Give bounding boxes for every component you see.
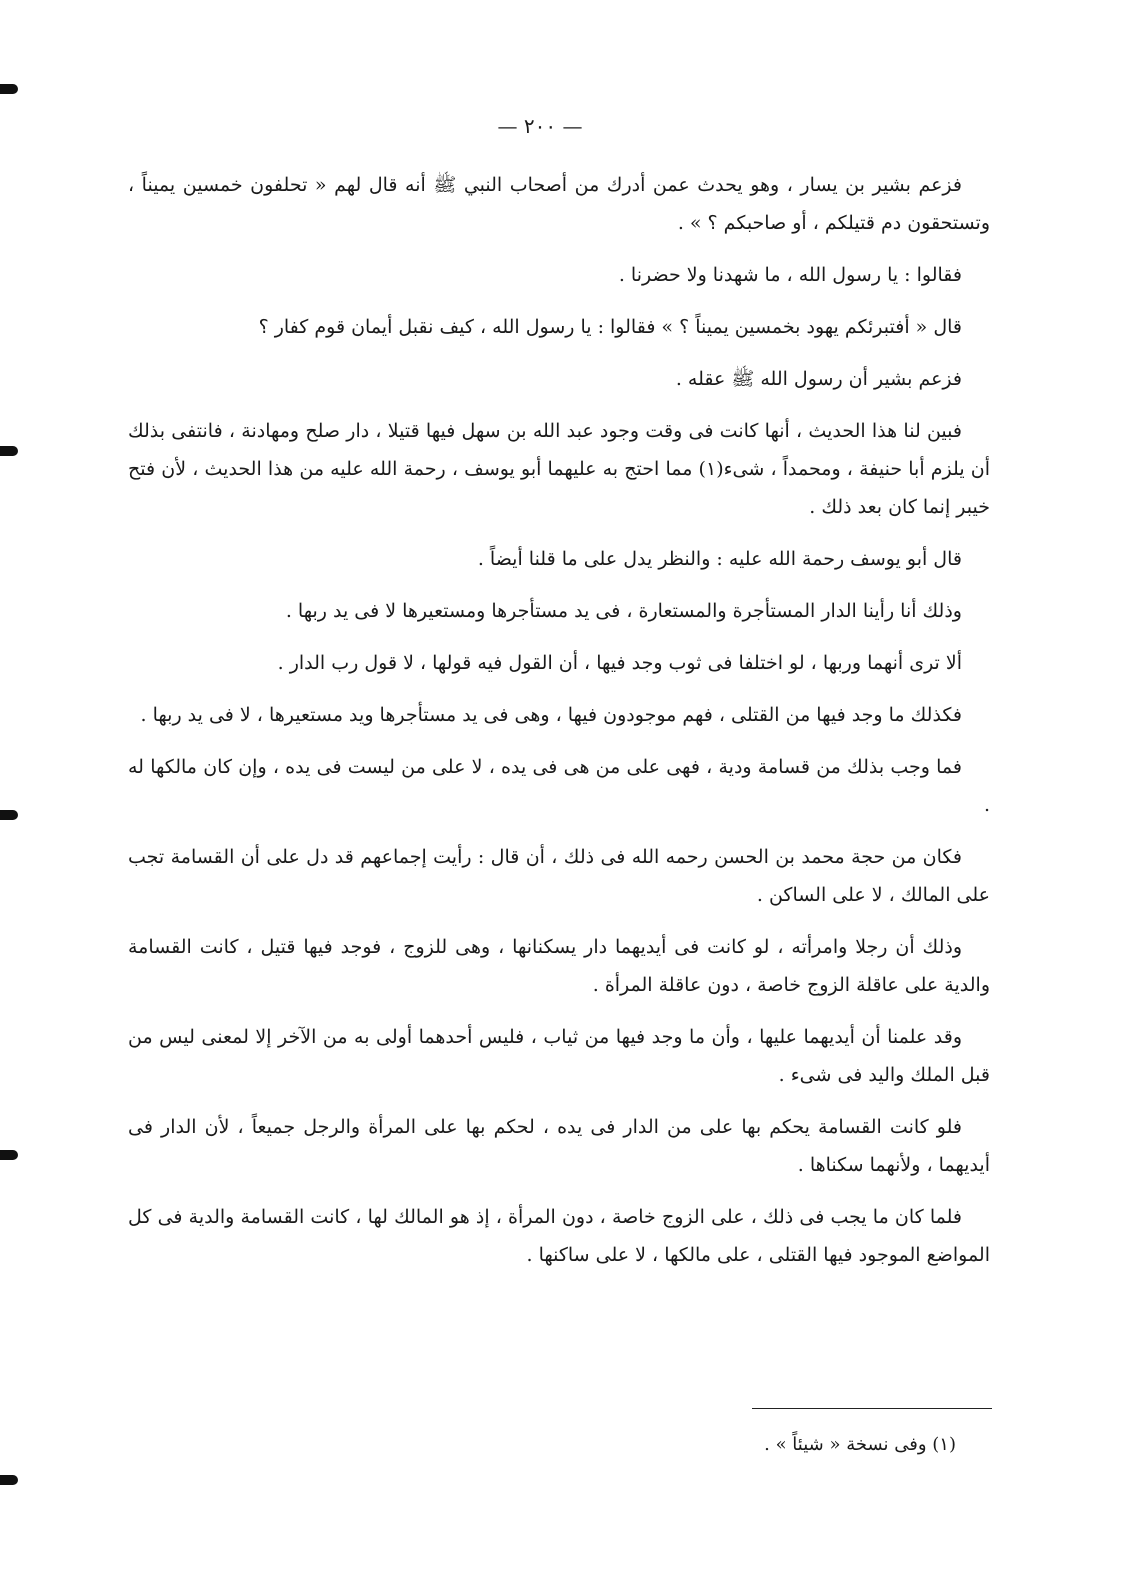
paragraph: فزعم بشير أن رسول الله ﷺ عقله . bbox=[675, 368, 962, 390]
paragraph: فبين لنا هذا الحديث ، أنها كانت فى وقت وجود عبد الله بن سهل فيها قتيلا ، دار صلح ومهادنة ، فانتفى بذلك أن يلزم أبا حنيفة ، ومحمداً ، شىء(١) مما احتج به عليهما أبو يوسف ، رحمة الله عليه من هذا الحديث ، لأن فتح خيبر إنما كان بعد ذلك . bbox=[128, 420, 991, 518]
paragraph: فقالوا : يا رسول الله ، ما شهدنا ولا حضرنا . bbox=[618, 264, 962, 286]
margin-mark bbox=[0, 446, 18, 456]
paragraph: قال « أفتبرئكم يهود بخمسين يميناً ؟ » فقالوا : يا رسول الله ، كيف نقبل أيمان قوم كفار ؟ bbox=[258, 316, 962, 338]
paragraph: فما وجب بذلك من قسامة ودية ، فهى على من هى فى يده ، لا على من ليست فى يده ، وإن كان مالكها له . bbox=[128, 756, 990, 816]
paragraph: فكذلك ما وجد فيها من القتلى ، فهم موجودون فيها ، وهى فى يد مستأجرها ويد مستعيرها ، لا فى يد ربها . bbox=[140, 704, 962, 726]
page-number: — ٢٠٠ — bbox=[497, 114, 583, 138]
footnote: (١) وفى نسخة « شيئاً » . bbox=[764, 1434, 956, 1455]
margin-mark bbox=[0, 84, 18, 94]
body-text bbox=[128, 166, 990, 1288]
paragraph: ألا ترى أنهما وربها ، لو اختلفا فى ثوب وجد فيها ، أن القول فيه قولها ، لا قول رب الدار . bbox=[277, 652, 962, 674]
margin-mark bbox=[0, 1475, 18, 1485]
paragraph: فلو كانت القسامة يحكم بها على من الدار فى يده ، لحكم بها على المرأة والرجل جميعاً ، لأن الدار فى أيديهما ، ولأنهما سكناها . bbox=[128, 1116, 990, 1176]
paragraph: فكان من حجة محمد بن الحسن رحمه الله فى ذلك ، أن قال : رأيت إجماعهم قد دل على أن القسامة تجب على المالك ، لا على الساكن . bbox=[128, 846, 990, 906]
margin-mark bbox=[0, 1150, 18, 1160]
paragraph: فلما كان ما يجب فى ذلك ، على الزوج خاصة ، دون المرأة ، إذ هو المالك لها ، كانت القسامة والدية فى كل المواضع الموجود فيها القتلى ، على مالكها ، لا على ساكنها . bbox=[128, 1206, 990, 1266]
paragraph: وذلك أن رجلا وامرأته ، لو كانت فى أيديهما دار يسكنانها ، وهى للزوج ، فوجد فيها قتيل ، كانت القسامة والدية على عاقلة الزوج خاصة ، دون عاقلة المرأة . bbox=[128, 936, 990, 996]
margin-mark bbox=[0, 810, 18, 820]
paragraph: قال أبو يوسف رحمة الله عليه : والنظر يدل على ما قلنا أيضاً . bbox=[477, 548, 962, 570]
paragraph: وقد علمنا أن أيديهما عليها ، وأن ما وجد فيها من ثياب ، فليس أحدهما أولى به من الآخر إلا لمعنى ليس من قبل الملك واليد فى شىء . bbox=[128, 1026, 990, 1086]
footnote-divider bbox=[752, 1408, 992, 1409]
paragraph: فزعم بشير بن يسار ، وهو يحدث عمن أدرك من أصحاب النبي ﷺ أنه قال لهم « تحلفون خمسين يميناً ، وتستحقون دم قتيلكم ، أو صاحبكم ؟ » . bbox=[128, 174, 990, 234]
paragraph: وذلك أنا رأينا الدار المستأجرة والمستعارة ، فى يد مستأجرها ومستعيرها لا فى يد ربها . bbox=[285, 600, 962, 622]
